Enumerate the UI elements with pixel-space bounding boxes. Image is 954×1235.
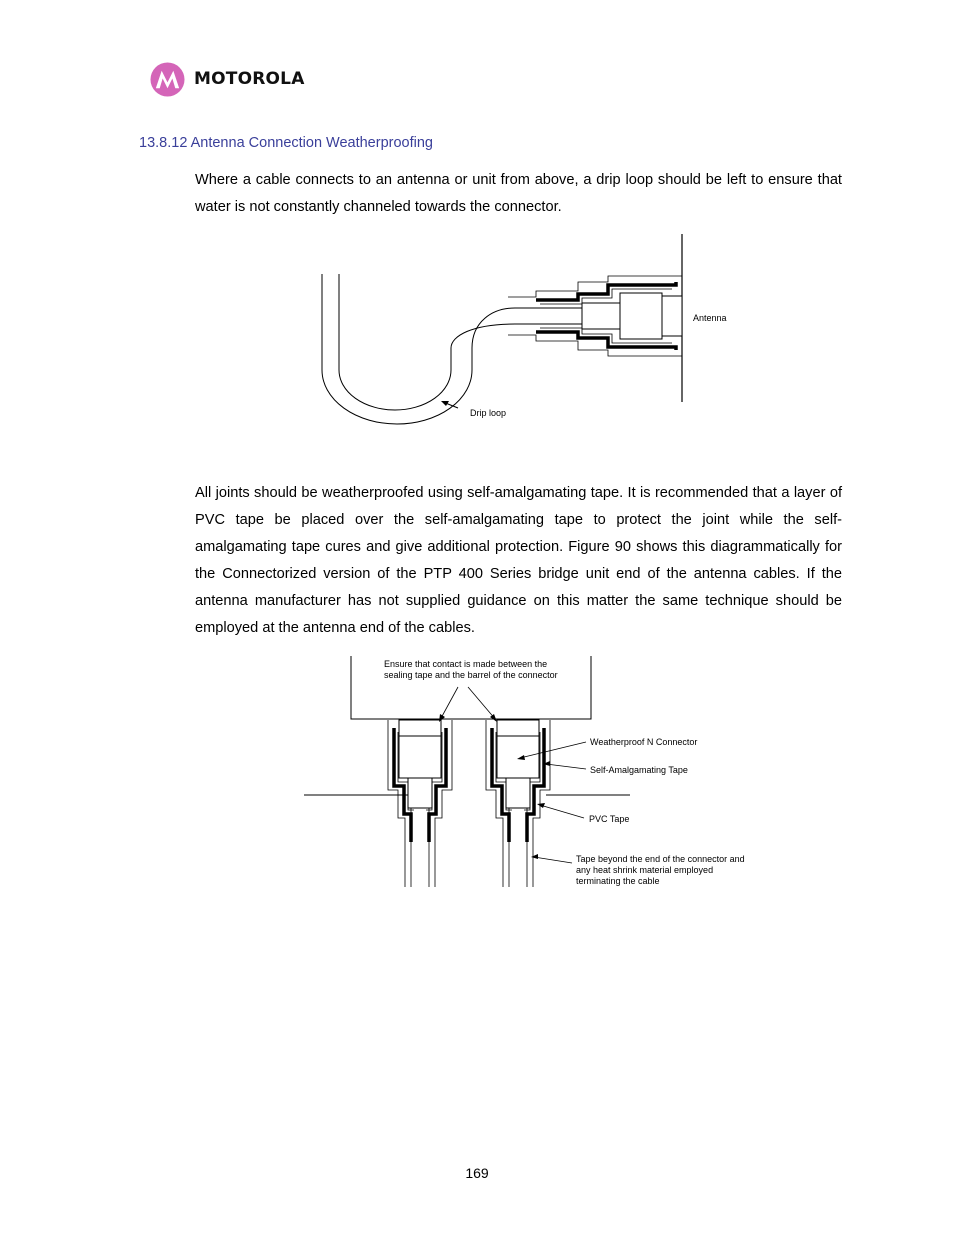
drip-loop-diagram (300, 230, 760, 430)
motorola-logo (150, 61, 305, 97)
motorola-batwing-icon (150, 62, 185, 97)
contact-note-label: Ensure that contact is made between the sealing tape and the barrel of the connector (384, 659, 558, 680)
drip-loop-figure (300, 230, 760, 430)
antenna-label: Antenna (693, 313, 727, 323)
paragraph-drip-loop: Where a cable connects to an antenna or unit from above, a drip loop should be left to ensure that water is not constantly channeled towards the connector. (195, 172, 842, 215)
page-number: 169 (465, 1165, 489, 1181)
drip-loop-label: Drip loop (470, 408, 507, 418)
section-heading: 13.8.12 Antenna Connection Weatherproofing (139, 135, 433, 151)
left-connector (388, 720, 452, 887)
pvc-tape-label: PVC Tape (589, 814, 630, 824)
connector-label: Weatherproof N Connector (590, 737, 698, 747)
right-connector (486, 720, 550, 887)
brand-wordmark: MOTOROLA (194, 69, 305, 89)
tape-beyond-label: Tape beyond the end of the connector and any heat shrink material employed terminating the cable (576, 854, 745, 886)
paragraph-weatherproofing: All joints should be weatherproofed using self-amalgamating tape. It is recommended that a layer of PVC tape be placed over the self-amalgamating tape to protect the joint while the self-amalgamating tape cures and give additional protection. Figure 90 shows this diagrammatically for the Connectorized version of the PTP 400 Series bridge unit end of the antenna cables. If the antenna manufacturer has not supplied guidance on this matter the same technique should be employed at the antenna end of the cables. (195, 485, 842, 636)
amalgamating-tape-label: Self-Amalgamating Tape (590, 765, 688, 775)
weatherproofing-figure (300, 652, 760, 892)
